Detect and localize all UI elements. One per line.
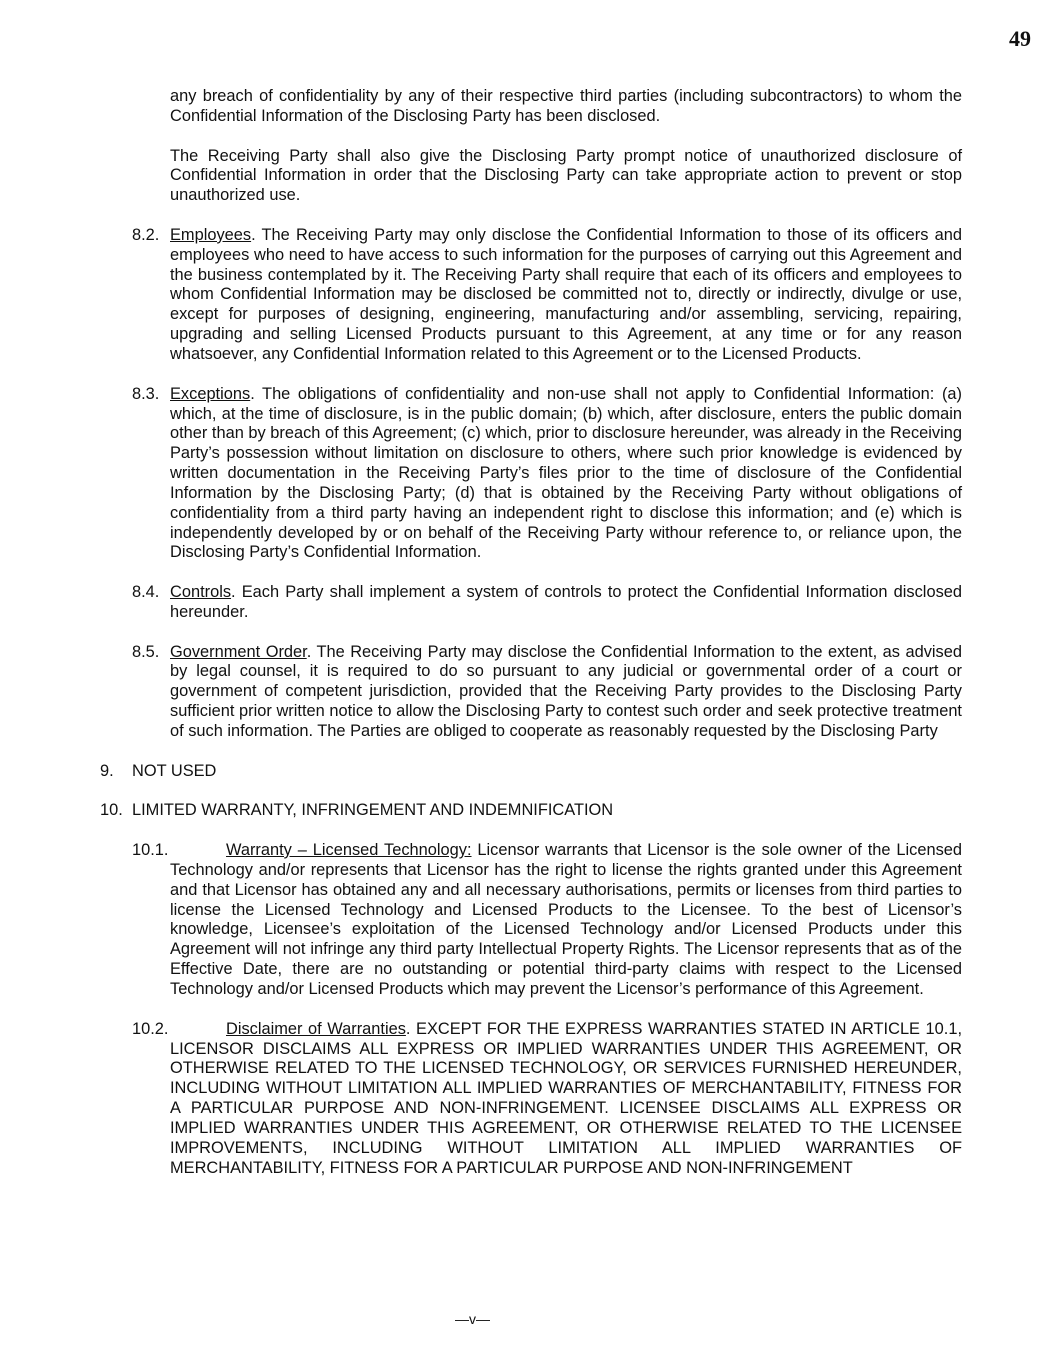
clause-title: Warranty – Licensed Technology:: [226, 841, 472, 860]
section-title: NOT USED: [132, 761, 217, 780]
clause-text: . The Receiving Party may disclose the Confidential Information to the extent, as advised by legal counsel, it is required to do so pursuant to any judicial or governmental order of a court or government of competent jurisdiction, provided that the Receiving Party provides to the Disclosing Party sufficient prior written notice to allow the Disclosing Party to contest such order and seek protective treatment of such information. The Parties are obliged to cooperate as reasonably requested by the Disclosing Party: [170, 642, 962, 740]
clause-title: Exceptions: [170, 384, 251, 403]
document-body: [0, 87, 1055, 1178]
section-number: 9.: [100, 761, 114, 780]
page-number: 49: [1009, 26, 1031, 51]
clause-text: Licensor warrants that Licensor is the sole owner of the Licensed Technology and/or represents that Licensor has the right to license the rights granted under this Agreement and that Licensor has obtained any and all necessary authorisations, permits or licenses from third parties to license the Licensed Technology and Licensed Products to the Licensee. To the best of Licensor’s knowledge, Licensee’s exploitation of the Licensed Technology and/or Licensed Products under this Agreement will not infringe any third party Intellectual Property Rights. The Licensor represents that as of the Effective Date, there are no outstanding or potential third-party claims with respect to the Licensed Technology and/or Licensed Products which may prevent the Licensor’s performance of this Agreement.: [170, 841, 962, 998]
clause-number: 8.2.: [132, 225, 160, 244]
clause-8-4: [132, 583, 962, 623]
clause-number: 10.2.: [132, 1019, 169, 1038]
clause-8-2: [132, 225, 962, 365]
clause-title: Employees: [170, 225, 252, 244]
clause-title: Government Order: [170, 642, 307, 661]
clause-text: . EXCEPT FOR THE EXPRESS WARRANTIES STATED IN ARTICLE 10.1, LICENSOR DISCLAIMS ALL EXPRESS OR IMPLIED WARRANTIES UNDER THIS AGREEMENT, OR OTHERWISE RELATED TO THE LICENSED TECHNOLOGY, OR SERVICES FURNISHED HEREUNDER, INCLUDING WITHOUT LIMITATION ALL IMPLIED WARRANTIES OF MERCHANTABILITY, FITNESS FOR A PARTICULAR PURPOSE AND NON-INFRINGEMENT. LICENSEE DISCLAIMS ALL EXPRESS OR IMPLIED WARRANTIES UNDER THIS AGREEMENT, OR OTHERWISE RELATED TO THE LICENSEE IMPROVEMENTS, INCLUDING WITHOUT LIMITATION ALL IMPLIED WARRANTIES OF MERCHANTABILITY, FITNESS FOR A PARTICULAR PURPOSE AND NON-INFRINGEMENT: [170, 1019, 962, 1177]
clause-10-2: [132, 1019, 962, 1179]
section-title: LIMITED WARRANTY, INFRINGEMENT AND INDEMNIFICATION: [132, 801, 614, 820]
continued-paragraph: any breach of confidentiality by any of their respective third parties (including subcontractors) to whom the Confidential Information of the Disclosing Party has been disclosed.: [170, 87, 962, 125]
clause-text: . Each Party shall implement a system of controls to protect the Confidential Information disclosed hereunder.: [170, 583, 962, 621]
clause-title: Controls: [170, 583, 232, 602]
clause-text: . The obligations of confidentiality and non-use shall not apply to Confidential Information: (a) which, at the time of disclosure, is in the public domain; (b) which, after disclosure, enters the public domain other than by breach of this Agreement; (c) which, prior to disclosure hereunder, was already in the Receiving Party’s possession without limitation on disclosure to others, where such prior knowledge is evidenced by written documentation in the Receiving Party’s files prior to the time of disclosure of the Confidential Information by the Disclosing Party; (d) that is obtained by the Receiving Party without obligations of confidentiality from a third party having an independent right to disclose this information; and (e) which is independently developed by or on behalf of the Receiving Party withour reference to, or reliance upon, the Disclosing Party’s Confidential Information.: [170, 384, 962, 562]
clause-text: . The Receiving Party may only disclose the Confidential Information to those of its officers and employees who need to have access to such information for the purposes of carrying out this Agreement and the business contemplated by it. The Receiving Party shall require that each of its officers and employees to whom Confidential Information may be disclosed be committed not to, directly or indirectly, divulge or use, except for purposes of designing, engineering, manufacturing and/or assembling, servicing, repairing, upgrading and selling Licensed Products pursuant to this Agreement, at any time or for any reason whatsoever, any Confidential Information related to this Agreement or to the Licensed Products.: [170, 225, 962, 363]
section-9-heading: [100, 761, 1055, 782]
clause-8-5: [132, 642, 962, 742]
clause-number: 8.4.: [132, 583, 160, 602]
clause-10-1: [132, 841, 962, 1000]
notice-paragraph: The Receiving Party shall also give the Disclosing Party prompt notice of unauthorized disclosure of Confidential Information in order that the Disclosing Party can take appropriate action to prevent or stop unauthorized use.: [170, 146, 962, 205]
clause-title: Disclaimer of Warranties: [226, 1019, 406, 1038]
clause-number: 10.1.: [132, 841, 169, 860]
clause-number: 8.3.: [132, 384, 160, 403]
section-10-heading: [100, 801, 1055, 821]
clause-number: 8.5.: [132, 642, 160, 661]
clause-8-3: [132, 384, 962, 564]
section-number: 10.: [100, 801, 123, 820]
page-footer: —v—: [455, 1311, 490, 1327]
